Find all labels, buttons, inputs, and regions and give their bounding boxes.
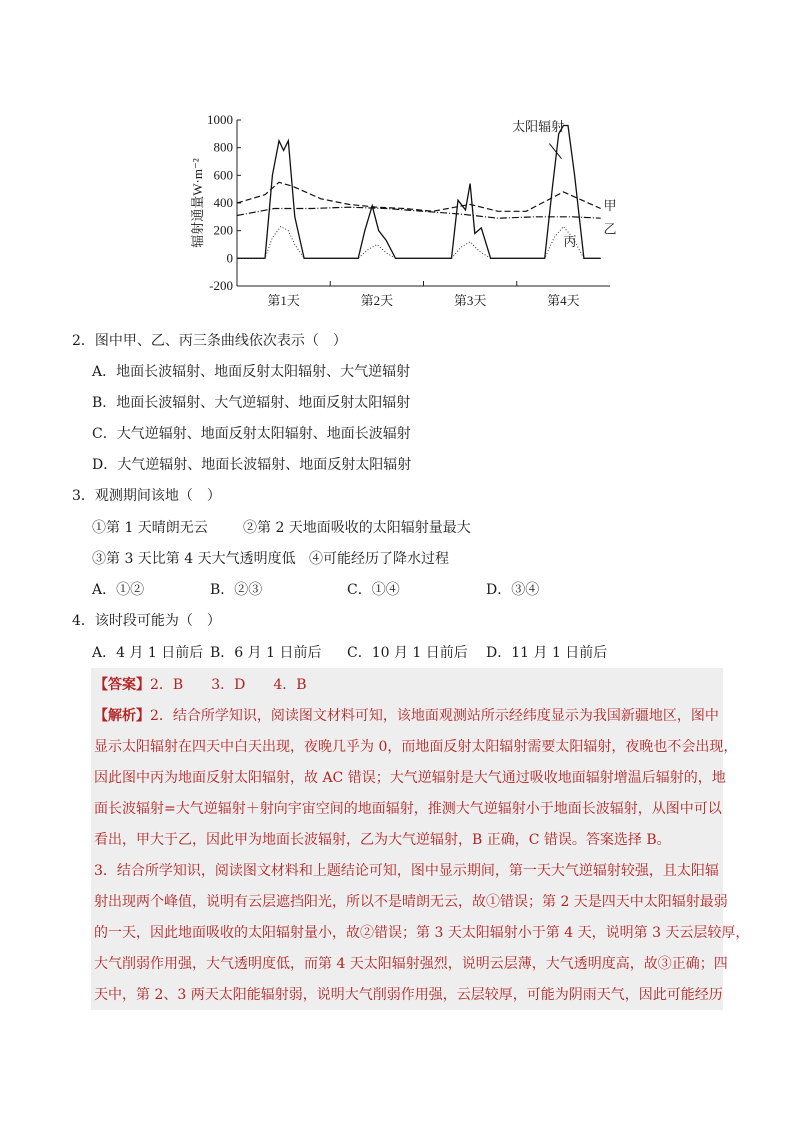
q2-option-d: D．大气逆辐射、地面长波辐射、地面反射太阳辐射 — [92, 457, 412, 473]
y-axis-label: 辐射通量W·m⁻² — [190, 158, 205, 248]
q4-option-a: A．4 月 1 日前后 — [92, 645, 204, 661]
series-line-1 — [237, 126, 601, 259]
q4-option-b: B．6 月 1 日前后 — [210, 645, 322, 661]
y-tick-label: 400 — [213, 195, 233, 210]
q2-stem: 2．图中甲、乙、丙三条曲线依次表示（ ） — [72, 333, 347, 349]
analysis-line-6: 3．结合所学知识，阅读图文材料和上题结论可知，图中显示期间，第一天大气逆辐射较强，且太阳辐 — [94, 863, 719, 879]
y-tick-label: 0 — [226, 250, 233, 266]
q3-item-2: ②第 2 天地面吸收的太阳辐射量最大 — [243, 520, 471, 536]
y-tick-label: 800 — [213, 139, 233, 155]
q3-option-d: D．③④ — [486, 582, 540, 598]
chart-series — [237, 126, 601, 259]
q3-option-a: A．①② — [92, 582, 145, 598]
analysis-line-8: 的一天，因此地面吸收的太阳辐射量小，故②错误；第 3 天太阳辐射小于第 4 天，说明第 3 天云层较厚， — [94, 925, 750, 941]
x-tick-label: 第2天 — [360, 293, 394, 308]
q3-option-b: B．②③ — [210, 582, 263, 598]
q3-stem: 3．观测期间该地（ ） — [72, 488, 221, 504]
q3-item-1: ①第 1 天晴朗无云 — [92, 520, 208, 536]
q4-stem: 4．该时段可能为（ ） — [72, 613, 221, 629]
y-tick-label: -200 — [209, 278, 233, 293]
annotation-solar: 太阳辐射 — [512, 119, 565, 135]
analysis-tag: 【解析】 — [94, 708, 150, 724]
series-line-3 — [237, 207, 601, 218]
analysis-line-5: 看出，甲大于乙，因此甲为地面长波辐射，乙为大气逆辐射，B 正确，C 错误。答案选择 B。 — [94, 832, 671, 848]
q3-item-3: ③第 3 天比第 4 天大气透明度低 — [92, 551, 296, 567]
q4-option-d: D．11 月 1 日前后 — [486, 645, 608, 661]
radiation-chart — [190, 108, 620, 313]
analysis-line-1 — [94, 706, 719, 726]
analysis-line-4: 面长波辐射=大气逆辐射＋射向宇宙空间的地面辐射，推测大气逆辐射小于地面长波辐射，从图中可以 — [94, 801, 722, 817]
q3-item-4: ④可能经历了降水过程 — [309, 551, 449, 567]
answer-line — [94, 675, 307, 695]
analysis-line-9: 大气削弱作用强，大气透明度低，而第 4 天太阳辐射强烈，说明云层薄，大气透明度高，故③正确；四 — [94, 956, 728, 972]
analysis-text-1: 2．结合所学知识，阅读图文材料可知，该地面观测站所示经纬度显示为我国新疆地区，图中 — [150, 708, 719, 724]
x-tick-label: 第3天 — [453, 293, 487, 308]
x-tick-label: 第1天 — [267, 293, 300, 308]
answer-text: 2．B 3．D 4．B — [150, 677, 307, 693]
chart-labels — [512, 119, 616, 249]
y-tick-label: 1000 — [207, 112, 233, 127]
series-line-2 — [237, 182, 601, 211]
y-tick-label: 200 — [213, 222, 233, 238]
q2-option-a: A．地面长波辐射、地面反射太阳辐射、大气逆辐射 — [92, 364, 411, 380]
analysis-line-2: 显示太阳辐射在四天中白天出现，夜晚几乎为 0，而地面反射太阳辐射需要太阳辐射，夜晚也不会出现， — [94, 739, 738, 755]
q2-option-c: C．大气逆辐射、地面反射太阳辐射、地面长波辐射 — [92, 426, 411, 442]
answer-tag: 【答案】 — [94, 677, 150, 693]
q3-option-c: C．①④ — [347, 582, 400, 598]
q4-option-c: C．10 月 1 日前后 — [347, 645, 468, 661]
chart-axes — [190, 112, 610, 308]
annotation-bing: 丙 — [563, 233, 577, 249]
analysis-line-7: 射出现两个峰值，说明有云层遮挡阳光，所以不是晴朗无云，故①错误；第 2 天是四天中太阳辐射最弱 — [94, 894, 728, 910]
annotation-jia: 甲 — [603, 197, 617, 213]
y-tick-label: 600 — [213, 167, 233, 183]
analysis-line-3: 因此图中丙为地面反射太阳辐射，故 AC 错误；大气逆辐射是大气通过吸收地面辐射增温后辐射的，地 — [94, 770, 726, 786]
analysis-line-10: 天中，第 2、3 两天太阳能辐射弱，说明大气削弱作用强，云层较厚，可能为阴雨天气，因此可能经历 — [94, 987, 723, 1003]
q2-option-b: B．地面长波辐射、大气逆辐射、地面反射太阳辐射 — [92, 395, 411, 411]
x-tick-label: 第4天 — [547, 293, 580, 308]
annotation-yi: 乙 — [603, 221, 617, 237]
